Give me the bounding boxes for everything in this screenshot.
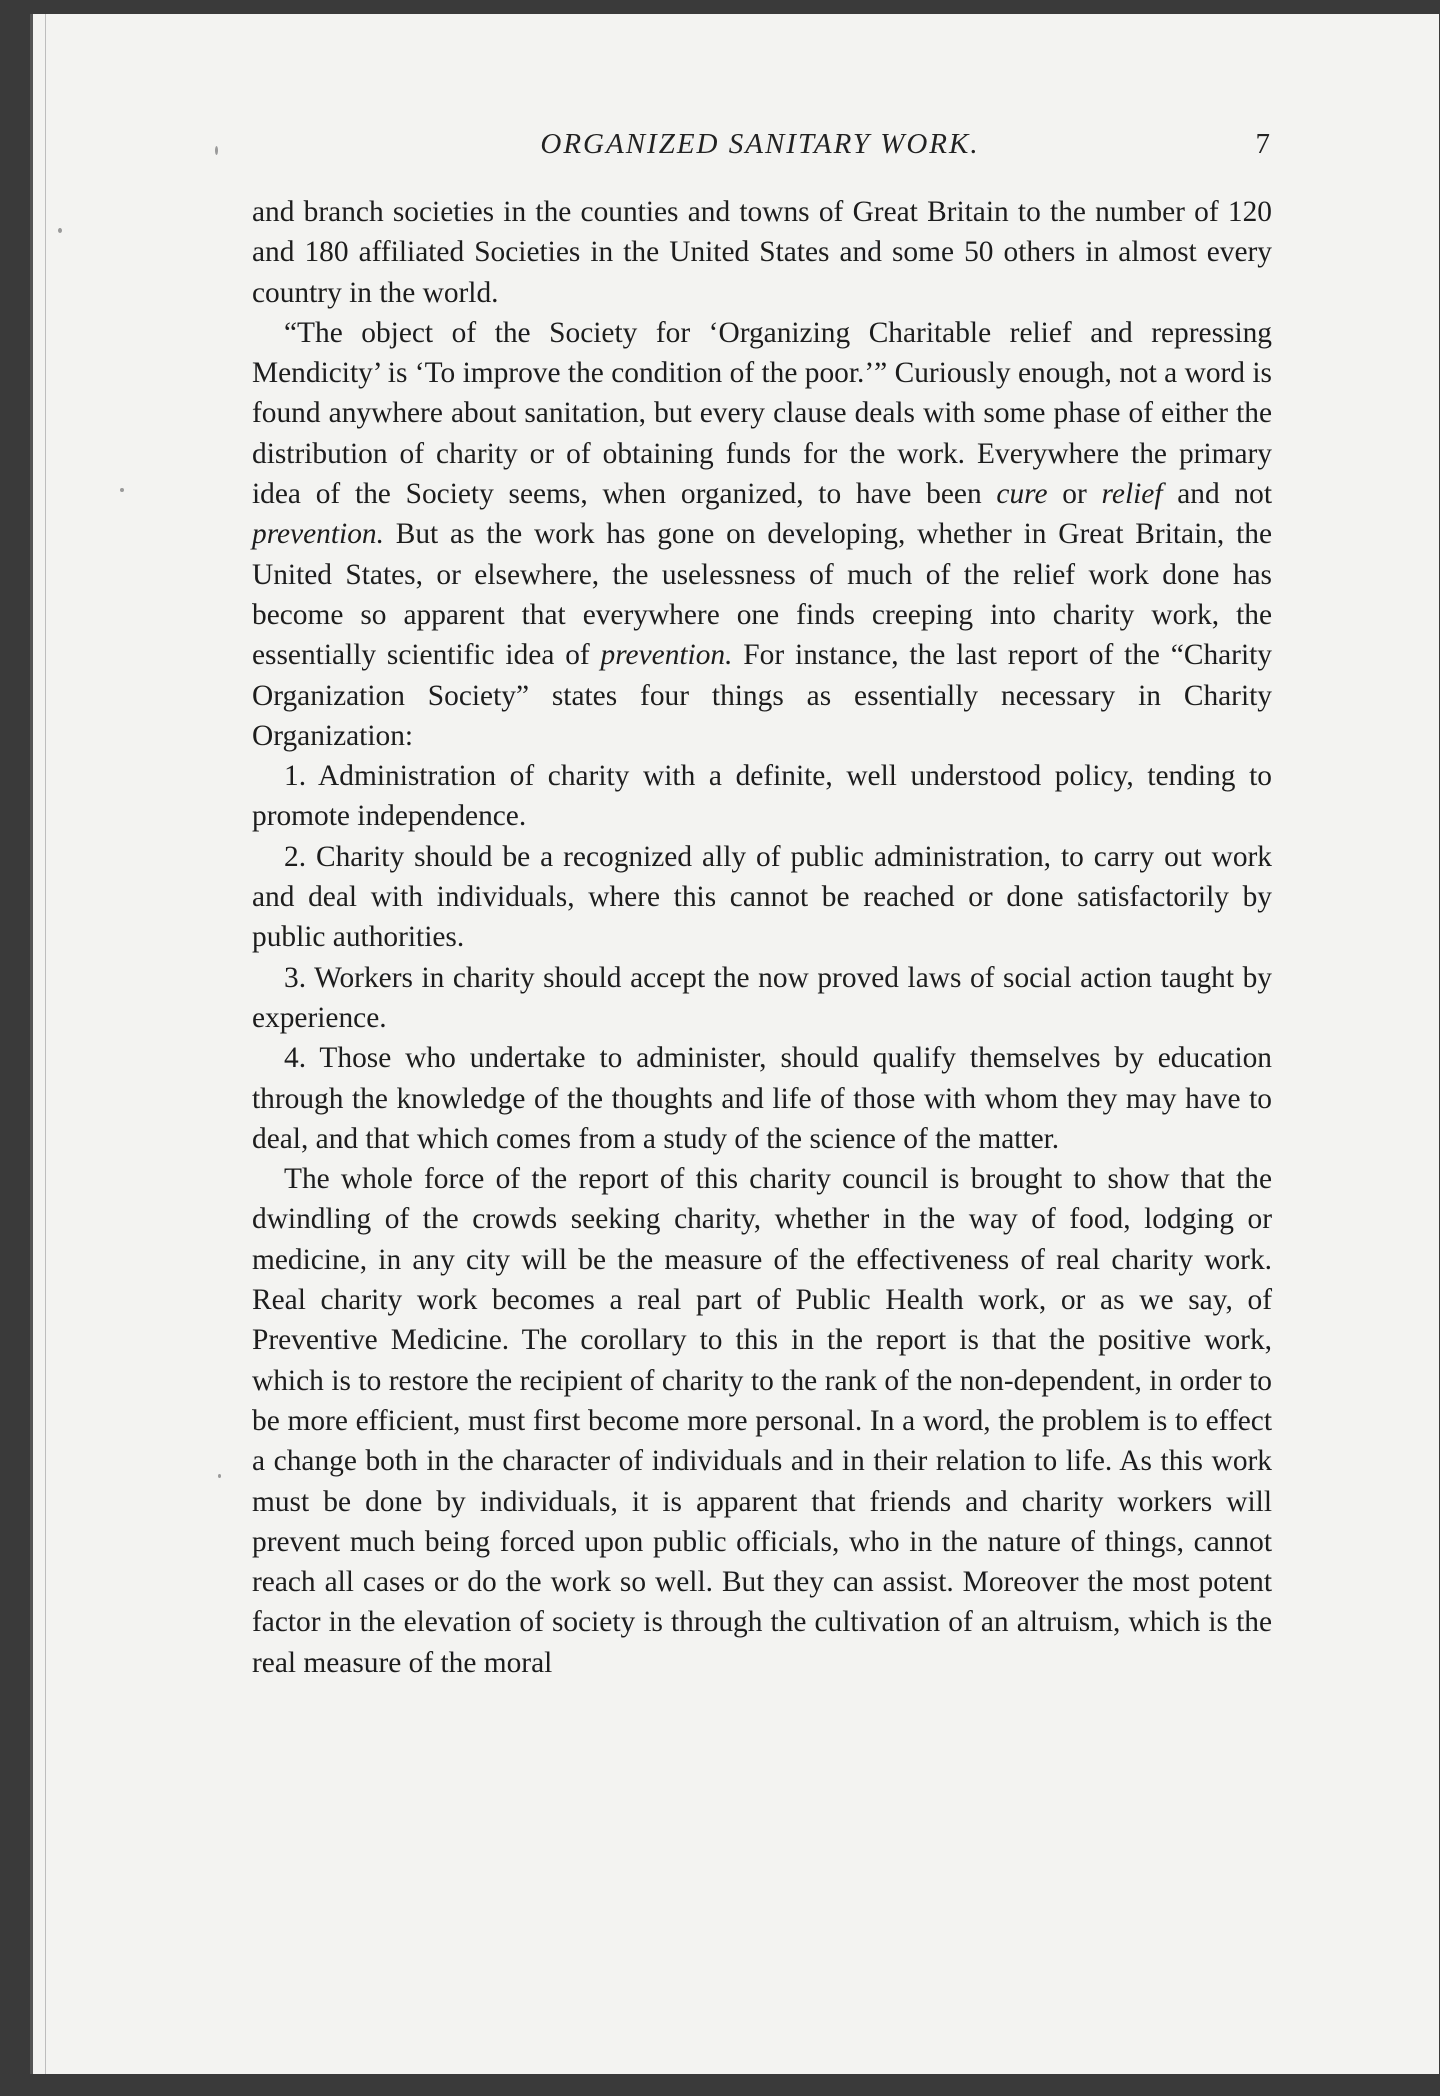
page-number: 7 (1255, 128, 1270, 160)
emphasis: cure (996, 478, 1048, 511)
page-speck (218, 1474, 221, 1478)
page-speck (120, 488, 124, 492)
paragraph: and branch societies in the counties and towns of Great Britain to the number of 120 and 180 affiliated Societies in the United States and some 50 others in almost every country in the world. (252, 196, 1272, 309)
list-item: 2. Charity should be a recognized ally of public administration, to carry out work and deal with individuals, where this cannot be reached or done satisfactorily by public authorities. (252, 840, 1272, 954)
body-text (252, 192, 1272, 1683)
running-title: ORGANIZED SANITARY WORK. (540, 128, 980, 160)
page-speck (58, 228, 62, 233)
list-item: 4. Those who undertake to administer, should qualify themselves by education through the knowledge of the thoughts and life of those with whom they may have to deal, and that which comes from a study of the science of the matter. (252, 1042, 1272, 1155)
page-header (250, 128, 1270, 172)
page-gutter (45, 14, 46, 2074)
paragraph: “The object of the Society for ‘Organizing Charitable relief and repressing Mendicity’ is ‘To improve the condition of the poor.’” Curiously enough, not a word is found anywhere about sanitation, but every clause deals with some phase of either the distribution of charity or of obtaining funds for the work. Everywhere the primary idea of the Society seems, when organized, to have been cure or relief and not prevention. But as the work has gone on developing, whether in Great Britain, the United States, or elsewhere, the uselessness of much of the relief work done has become so apparent that everywhere one finds creeping into charity work, the essentially scientific idea of prevention. For instance, the last report of the “Charity Organization Society” states four things as essentially necessary in Charity Organization: (252, 316, 1272, 752)
list-item: 3. Workers in charity should accept the now proved laws of social action taught by experience. (252, 961, 1272, 1034)
list-item: 1. Administration of charity with a definite, well understood policy, tending to promote independence. (252, 760, 1272, 833)
emphasis: relief (1101, 478, 1163, 511)
page-speck (215, 146, 218, 155)
emphasis: prevention. (252, 518, 384, 551)
emphasis: prevention. (600, 639, 733, 672)
paragraph: The whole force of the report of this charity council is brought to show that the dwindling of the crowds seeking charity, whether in the way of food, lodging or medicine, in any city will be the measure of the effectiveness of real charity work. Real charity work becomes a real part of Public Health work, or as we say, of Preventive Medicine. The corollary to this in the report is that the positive work, which is to restore the recipient of charity to the rank of the non-dependent, in order to be more efficient, must first become more personal. In a word, the problem is to effect a change both in the character of individuals and in their relation to life. As this work must be done by individuals, it is apparent that friends and charity workers will prevent much being forced upon public officials, who in the nature of things, cannot reach all cases or do the work so well. But they can assist. Moreover the most potent factor in the elevation of society is through the cultivation of an altruism, which is the real measure of the moral (252, 1163, 1272, 1679)
